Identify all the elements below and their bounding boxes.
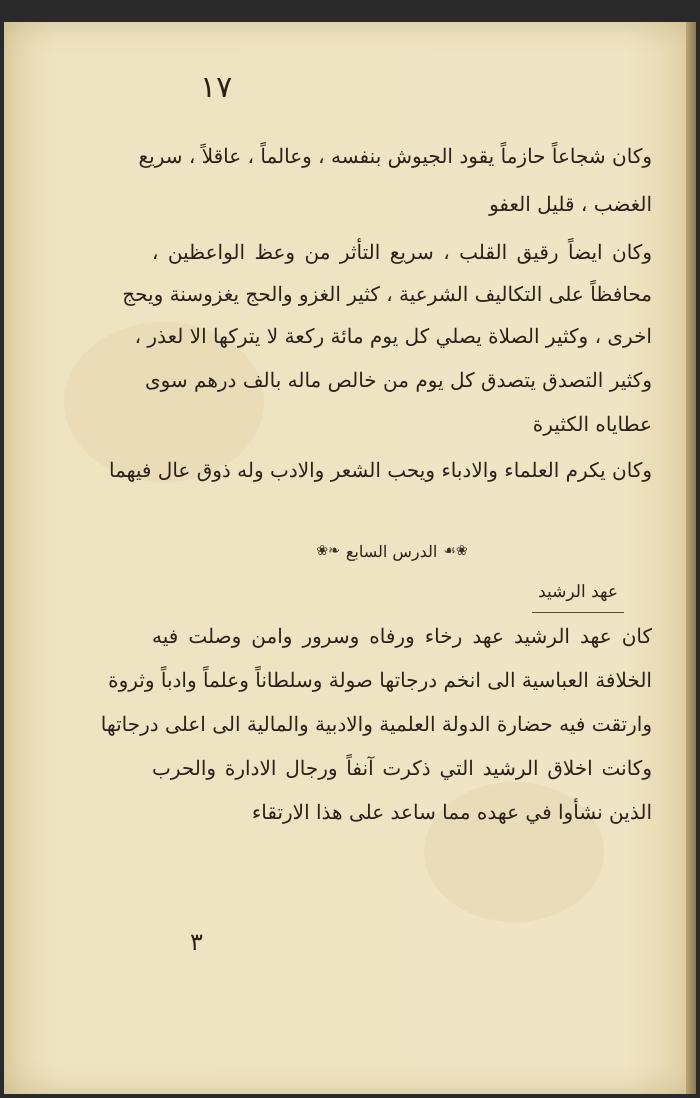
text-line: الخلافة العباسية الى انخم درجاتها صولة وسلطاناً وعلماً وادباً وثروة	[108, 668, 652, 692]
text-line: وكان ايضاً رقيق القلب ، سريع التأثر من وعظ الواعظين ،	[152, 240, 652, 264]
text-line: الغضب ، قليل العفو	[489, 192, 652, 216]
section-title-underline	[532, 612, 624, 613]
signature-number: ٣	[190, 928, 203, 956]
text-line: الذين نشأوا في عهده مما ساعد على هذا الارتقاء	[251, 800, 652, 824]
text-line: وكانت اخلاق الرشيد التي ذكرت آنفاً ورجال الادارة والحرب	[152, 756, 652, 780]
lesson-heading	[304, 534, 480, 568]
text-line: وارتقت فيه حضارة الدولة العلمية والادبية والمالية الى اعلى درجاتها	[100, 712, 652, 736]
text-line: وكان شجاعاً حازماً يقود الجيوش بنفسه ، وعالماً ، عاقلاً ، سريع	[138, 144, 652, 168]
text-line: عطاياه الكثيرة	[532, 412, 652, 436]
text-line: كان عهد الرشيد عهد رخاء ورفاه وسرور وامن وصلت فيه	[152, 624, 652, 648]
section-title: عهد الرشيد	[538, 582, 618, 602]
text-line: اخرى ، وكثير الصلاة يصلي كل يوم مائة ركعة لا يتركها الا لعذر ،	[134, 324, 652, 348]
book-page	[4, 22, 696, 1094]
page-number-top: ١٧	[200, 70, 233, 105]
lesson-heading-text: الدرس السابع	[345, 541, 438, 561]
ornament-icon: ☙❀	[443, 543, 468, 559]
page-edge	[686, 22, 696, 1094]
text-line: وكثير التصدق يتصدق كل يوم من خالص ماله بالف درهم سوى	[144, 368, 652, 392]
ornament-icon: ❀❧	[316, 543, 340, 559]
text-line: وكان يكرم العلماء والادباء ويحب الشعر والادب وله ذوق عال فيهما	[108, 458, 652, 482]
text-line: محافظاً على التكاليف الشرعية ، كثير الغزو والحج يغزوسنة ويحج	[122, 282, 652, 306]
